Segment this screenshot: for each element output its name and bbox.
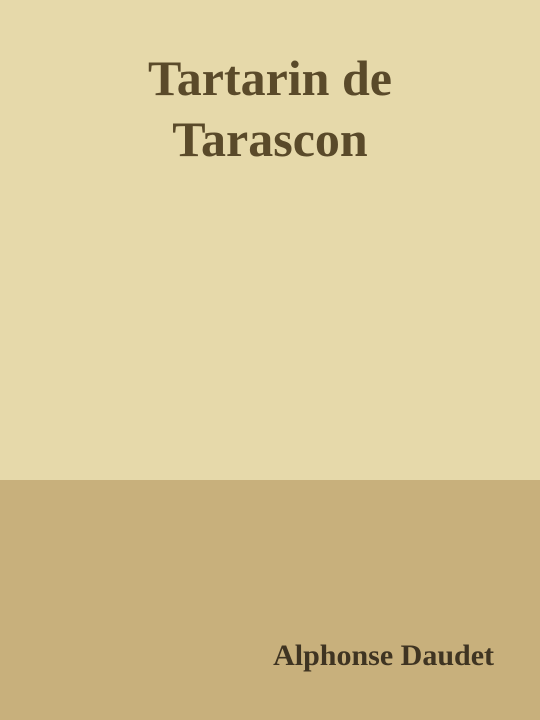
cover-bottom-panel (0, 480, 540, 720)
book-author: Alphonse Daudet (273, 639, 494, 672)
book-title-line-1: Tartarin de (148, 50, 392, 106)
book-title (0, 48, 540, 170)
book-title-line-2: Tarascon (172, 111, 368, 167)
